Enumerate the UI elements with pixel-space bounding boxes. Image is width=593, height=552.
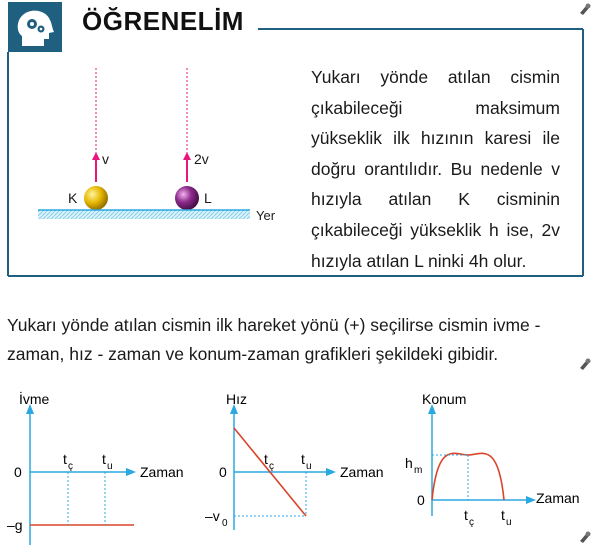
acc-y-value: –g (7, 517, 23, 533)
ball-illustration (30, 60, 300, 240)
vel-tc-sub: ç (269, 461, 274, 472)
acc-tu-sub: u (107, 461, 113, 472)
vel-xlabel: Zaman (340, 464, 384, 480)
vel-y-value-sub: 0 (222, 518, 228, 529)
pin-icon (577, 2, 591, 16)
pos-hmax-sub: m (414, 465, 423, 476)
vel-tu: t (301, 451, 305, 467)
ball-k-label: K (68, 190, 78, 206)
acc-tu: t (102, 451, 106, 467)
vel-y-value: –v (205, 508, 220, 524)
pos-xlabel: Zaman (536, 490, 580, 506)
pos-hmax: h (405, 455, 413, 471)
info-paragraph: Yukarı yönde atılan cismin çıkabileceği maksimum yükseklik ilk hızının karesi ile doğru orantılıdır. Bu nedenle v hızıyla atılan K cisminin çıkabileceği yükseklik h ise, 2v hızıyla atılan L ninki 4h olur. (311, 67, 560, 271)
pos-tc: t (464, 507, 468, 523)
page-title: ÖĞRENELİM (82, 6, 244, 36)
pos-tc-sub: ç (469, 517, 474, 528)
acc-ylabel: İvme (19, 391, 50, 407)
vel-zero: 0 (219, 464, 227, 480)
vel-tc: t (264, 451, 268, 467)
vel-tu-sub: u (306, 461, 312, 472)
acc-tc: t (63, 451, 67, 467)
l-velocity-label: 2v (194, 151, 209, 167)
acc-zero: 0 (14, 464, 22, 480)
ground (38, 210, 250, 219)
vel-ylabel: Hız (226, 391, 247, 407)
pos-zero: 0 (417, 492, 425, 508)
pos-tu: t (501, 507, 505, 523)
ball-k (84, 186, 108, 210)
acceleration-graph (0, 380, 200, 550)
k-velocity-label: v (102, 151, 109, 167)
body-paragraph: Yukarı yönde atılan cismin ilk hareket yönü (+) seçilirse cismin ivme - zaman, hız - zaman ve konum-zaman grafikleri şekildeki gibidir. (7, 315, 541, 364)
ground-label: Yer (256, 208, 276, 223)
position-graph (400, 380, 593, 550)
pos-tu-sub: u (506, 517, 512, 528)
velocity-graph (200, 380, 400, 550)
ball-l-label: L (204, 190, 212, 206)
acc-tc-sub: ç (68, 461, 73, 472)
acc-xlabel: Zaman (140, 464, 184, 480)
ball-l (175, 186, 199, 210)
pos-ylabel: Konum (422, 391, 467, 407)
